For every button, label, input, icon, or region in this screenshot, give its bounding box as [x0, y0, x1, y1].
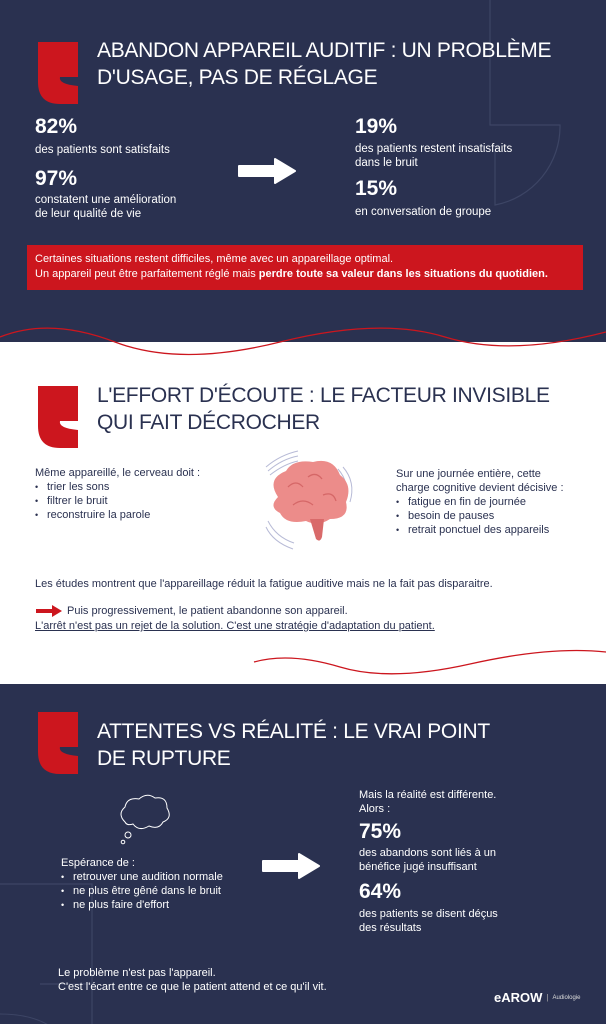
stat-text: des patients se disent déçus: [359, 908, 498, 920]
stat-text: des patients restent insatisfaits: [355, 143, 513, 155]
list-intro: Sur une journée entière, cette: [396, 468, 541, 480]
stat-block: [355, 178, 491, 219]
list-item: • fatigue en fin de journée: [396, 495, 564, 509]
banner-text: Un appareil peut être parfaitement réglé mais: [35, 268, 259, 280]
conclusion-text: L'arrêt n'est pas un rejet de la solution. C'est une stratégie d'adaptation du patient.: [35, 620, 435, 632]
footer-text: C'est l'écart entre ce que le patient attend et ce qu'il vit.: [58, 981, 327, 993]
stat-text: dans le bruit: [355, 157, 418, 169]
stat-block: [35, 116, 170, 157]
brand-quote-icon: [38, 712, 78, 774]
hope-list: [61, 856, 223, 912]
list-item: • retrouver une audition normale: [61, 870, 223, 884]
arrow-right-icon: [36, 605, 62, 617]
title-line: DE RUPTURE: [97, 747, 231, 770]
list-item: • besoin de pauses: [396, 509, 564, 523]
brain-tasks: [35, 466, 200, 522]
list-item: • filtrer le bruit: [35, 494, 200, 508]
title-line: ATTENTES VS RÉALITÉ : LE VRAI POINT: [97, 720, 490, 743]
section-expectations: [0, 684, 606, 1024]
stat-text: des résultats: [359, 922, 422, 934]
stat-text: des abandons sont liés à un: [359, 847, 496, 859]
list-intro: charge cognitive devient décisive :: [396, 482, 564, 494]
stat-text: des patients sont satisfaits: [35, 144, 170, 156]
title-line: D'USAGE, PAS DE RÉGLAGE: [97, 66, 378, 89]
title-line: QUI FAIT DÉCROCHER: [97, 411, 320, 434]
stat-value: 82%: [35, 115, 78, 138]
list-item: • reconstruire la parole: [35, 508, 200, 522]
stat-value: 97%: [35, 167, 78, 190]
stat-text: en conversation de groupe: [355, 206, 492, 218]
brand-tag: Audiologie: [552, 994, 581, 1001]
footer-statement: [58, 966, 327, 994]
stat-value: 15%: [355, 177, 398, 200]
list-item: • ne plus faire d'effort: [61, 898, 223, 912]
reality-text: Alors :: [359, 803, 391, 815]
stat-text: de leur qualité de vie: [35, 208, 142, 220]
list-item: • ne plus être gêné dans le bruit: [61, 884, 223, 898]
list-item: • retrait ponctuel des appareils: [396, 523, 564, 537]
list-item: • trier les sons: [35, 480, 200, 494]
arrow-right-icon: [237, 158, 297, 184]
progress-text: Puis progressivement, le patient abandonne son appareil.: [67, 605, 348, 617]
studies-text: Les études montrent que l'appareillage réduit la fatigue auditive mais ne la fait pas disparaitre.: [35, 578, 493, 590]
wave-divider: [0, 307, 606, 357]
stat-block: [35, 168, 176, 221]
section-listening-effort: [0, 342, 606, 684]
brand-name: eAROW: [494, 990, 543, 1005]
title-line: ABANDON APPAREIL AUDITIF : UN PROBLÈME: [97, 39, 552, 62]
banner-text: Certaines situations restent difficiles, même avec un appareillage optimal.: [35, 253, 394, 265]
brand-quote-icon: [38, 42, 78, 104]
wave-divider: [250, 642, 606, 684]
reality-block: [359, 788, 498, 935]
highlight-banner: [27, 245, 583, 290]
cognitive-load: [396, 467, 564, 537]
thought-cloud-icon: [115, 792, 175, 847]
brand-quote-icon: [38, 386, 78, 448]
stat-value: 75%: [359, 820, 402, 843]
brand-logo: eAROW | Audiologie: [494, 990, 581, 1005]
brain-icon: [258, 447, 363, 557]
banner-bold-text: perdre toute sa valeur dans les situations du quotidien.: [258, 268, 548, 280]
stat-text: bénéfice jugé insuffisant: [359, 861, 477, 873]
footer-text: Le problème n'est pas l'appareil.: [58, 967, 216, 979]
arrow-right-icon: [261, 853, 321, 879]
section-title: [97, 382, 550, 436]
section-title: [97, 37, 551, 91]
list-intro: Espérance de :: [61, 857, 135, 869]
section-usage: [0, 0, 606, 345]
stat-value: 64%: [359, 880, 402, 903]
list-intro: Même appareillé, le cerveau doit :: [35, 467, 201, 479]
stat-text: constatent une amélioration: [35, 194, 177, 206]
title-line: L'EFFORT D'ÉCOUTE : LE FACTEUR INVISIBLE: [97, 384, 550, 407]
section-title: [97, 718, 490, 772]
reality-text: Mais la réalité est différente.: [359, 789, 497, 801]
stat-block: [355, 116, 512, 170]
stat-value: 19%: [355, 115, 398, 138]
